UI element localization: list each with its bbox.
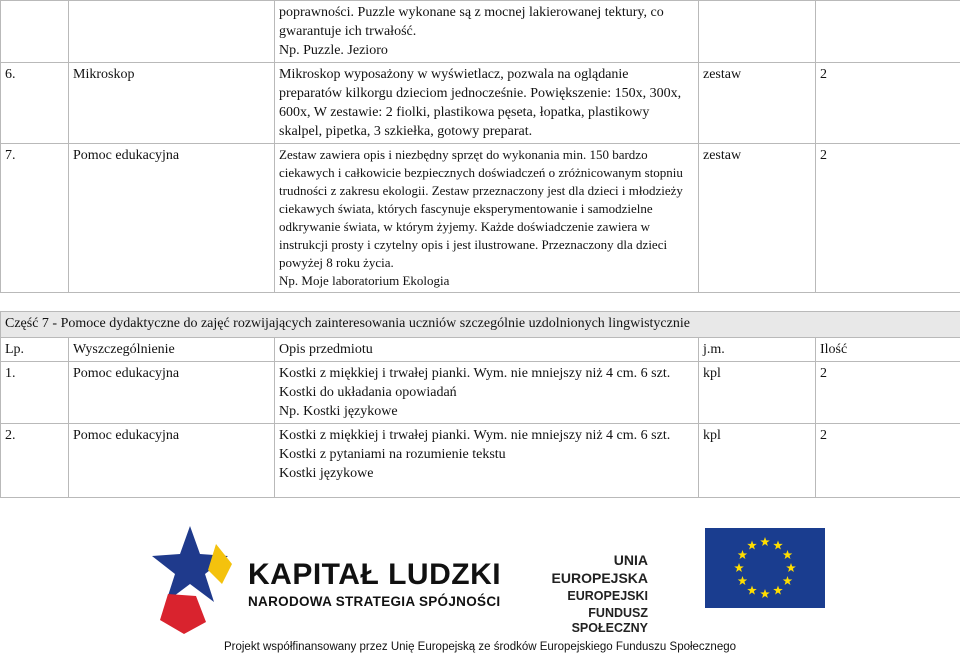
kapital-title: KAPITAŁ LUDZKI <box>248 558 502 591</box>
eu-line3: FUNDUSZ SPOŁECZNY <box>571 606 648 635</box>
description-cell: Mikroskop wyposażony w wyświetlacz, pozwala na oglądanie preparatów kilkorgu dzieciom jednocześnie. Powiększenie: 150x, 300x, 600x, W zestawie: 2 fiolki, plastikowa pęseta, łopatka, plastikowy skalpel, pipetka, 3 szkiełka, gotowy preparat. <box>275 63 699 144</box>
quantity-cell: 2 <box>816 63 960 144</box>
table-row <box>1 63 960 144</box>
unit-cell <box>699 1 816 63</box>
section-title-row <box>1 312 960 338</box>
quantity-cell: 2 <box>816 362 960 424</box>
name-cell: Pomoc edukacyjna <box>69 362 275 424</box>
kapital-subtitle: NARODOWA STRATEGIA SPÓJNOŚCI <box>248 594 501 609</box>
header-quantity: Ilość <box>816 338 960 362</box>
unit-cell: kpl <box>699 362 816 424</box>
eu-text <box>538 551 648 636</box>
eu-line2: EUROPEJSKI <box>567 589 648 603</box>
header-description: Opis przedmiotu <box>275 338 699 362</box>
quantity-cell <box>816 1 960 63</box>
table-row <box>1 424 960 498</box>
lp-cell: 1. <box>1 362 69 424</box>
unit-cell: zestaw <box>699 144 816 293</box>
name-cell: Pomoc edukacyjna <box>69 424 275 498</box>
header-unit: j.m. <box>699 338 816 362</box>
items-table-part6 <box>0 0 960 293</box>
unit-cell: kpl <box>699 424 816 498</box>
lp-cell <box>1 1 69 63</box>
header-row <box>1 338 960 362</box>
name-cell: Mikroskop <box>69 63 275 144</box>
unit-cell: zestaw <box>699 63 816 144</box>
section-title: Część 7 - Pomoce dydaktyczne do zajęć rozwijających zainteresowania uczniów szczególnie uzdolnionych lingwistycznie <box>1 312 960 338</box>
project-note: Projekt współfinansowany przez Unię Europejską ze środków Europejskiego Funduszu Społecznego <box>223 641 737 653</box>
description-cell: Zestaw zawiera opis i niezbędny sprzęt do wykonania min. 150 bardzo ciekawych i całkowicie bezpiecznych doświadczeń o zróżnicowanym stopniu trudności z zakresu ekologii. Zestaw przeznaczony jest dla dzieci i młodzieży ciekawych świata, których fascynuje eksperymentowanie i samodzielne odkrywanie świata, w którym żyjemy. Każde doświadczenie zawiera w instrukcji prosty i czytelny opis i jest ilustrowane. Przeznaczony dla dzieci powyżej 8 roku życia. Np. Moje laboratorium Ekologia <box>275 144 699 293</box>
items-table-part7 <box>0 311 960 498</box>
table-row <box>1 144 960 293</box>
description-cell: Kostki z miękkiej i trwałej pianki. Wym. nie mniejszy niż 4 cm. 6 szt. Kostki do układania opowiadań Np. Kostki językowe <box>275 362 699 424</box>
lp-cell: 2. <box>1 424 69 498</box>
quantity-cell: 2 <box>816 144 960 293</box>
table-row <box>1 362 960 424</box>
quantity-cell: 2 <box>816 424 960 498</box>
header-name: Wyszczególnienie <box>69 338 275 362</box>
name-cell: Pomoc edukacyjna <box>69 144 275 293</box>
header-lp: Lp. <box>1 338 69 362</box>
table-row <box>1 1 960 63</box>
kapital-ludzki-text <box>248 560 501 609</box>
lp-cell: 7. <box>1 144 69 293</box>
description-cell: poprawności. Puzzle wykonane są z mocnej lakierowanej tektury, co gwarantuje ich trwałość. Np. Puzzle. Jezioro <box>275 1 699 63</box>
name-cell <box>69 1 275 63</box>
eu-line1: UNIA EUROPEJSKA <box>551 552 648 586</box>
description-cell: Kostki z miękkiej i trwałej pianki. Wym. nie mniejszy niż 4 cm. 6 szt. Kostki z pytaniami na rozumienie tekstu Kostki językowe <box>275 424 699 498</box>
lp-cell: 6. <box>1 63 69 144</box>
eu-flag-icon <box>705 528 825 608</box>
